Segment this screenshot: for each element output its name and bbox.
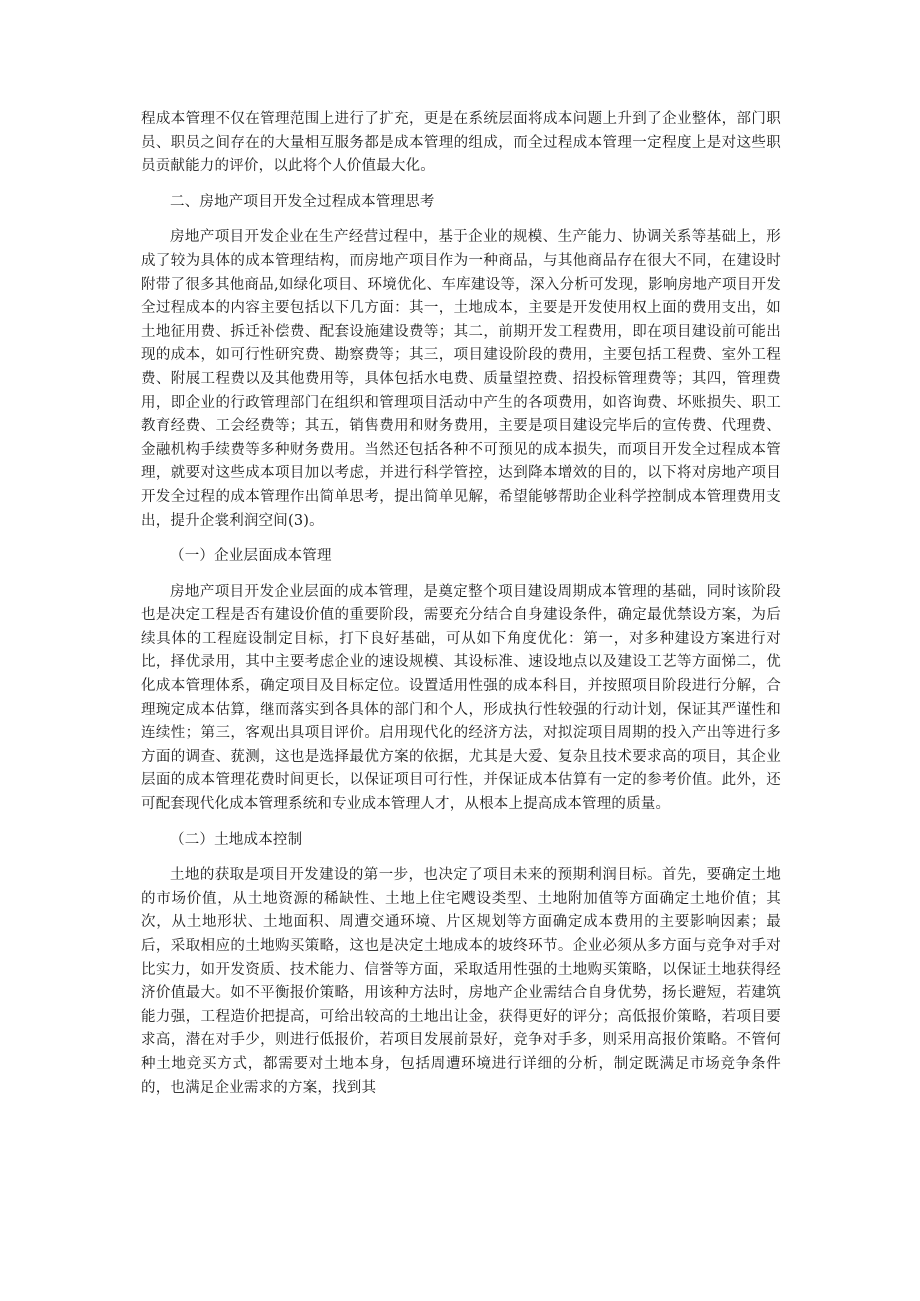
paragraph-cost-components: 房地产项目开发企业在生产经营过程中，基于企业的规模、生产能力、协调关系等基础上，形成了较为具体的成本管理结构，而房地产项目作为一种商品，与其他商品存在很大不同，在建设时附带了很多其他商品,如绿化项目、环境优化、车库建设等，深入分析可发现，影响房地产项目开发全过程成本的内容主要包括以下几方面：其一，土地成本，主要是开发使用权上面的费用支出，如土地征用费、拆迁补偿费、配套设施建设费等；其二，前期开发工程费用，即在项目建设前可能出现的成本，如可行性研究费、勘察费等；其三，项目建设阶段的费用，主要包括工程费、室外工程费、附展工程费以及其他费用等，具体包括水电费、质量望控费、招投标管理费等；其四，管理费用，即企业的行政管理部门在组织和管理项目活动中产生的各项费用，如咨询费、坏账损失、职工教育经费、工会经费等；其五，销售费用和财务费用，主要是项目建设完毕后的宣传费、代理费、金融机构手续费等多种财务费用。当然还包括各种不可预见的成本损失，而项目开发全过程成本管理，就要对这些成本项目加以考虑，并进行科学管控，达到降本增效的目的，以下将对房地产项目开发全过程的成本管理作出简单思考，提出简单见解，希望能够帮助企业科学控制成本管理费用支出，提升企裳利润空间(3)。: [141, 229, 781, 529]
paragraph-enterprise-level: 房地产项目开发企业层面的成本管理，是奠定整个项目建设周期成本管理的基础，同时该阶段也是决定工程是否有建设价值的重要阶段，需要充分结合自身建设条件，确定最优禁设方案，为后续具体的工程庭设制定目标，打下良好基础，可从如下角度优化：第一，对多种建设方案进行对比，择优录用，其中主要考虑企业的速设规模、其设标准、速设地点以及建设工艺等方面悌二，优化成本管理体系，确定项目及目标定位。设置适用性强的成本科目，并按照项目阶段进行分解，合理琬定成本估算，继而落实到各具体的部门和个人，形成执行性较强的行动计划，保证其严谨性和连续性；第三，客观出具项目评价。启用现代化的经济方法，对拟淀项目周期的投入产出等进行多方面的调查、莸测，这也是选择最优方案的依据，尤其是大爱、复杂且技术要求高的项目，其企业层面的成本管理花费时间更长，以保证项目可行性，并保证成本估算有一定的参考价值。此外，还可配套现代化成本管理系统和专业成本管理人才，从根本上提高成本管理的质量。: [141, 583, 781, 813]
paragraph-land-cost: 土地的获取是项目开发建设的第一步，也决定了项目未来的预期利润目标。首先，要确定土地的市场价值，从土地资源的稀缺性、土地上住宅飕设类型、土地附加值等方面确定土地价值；其次，从土地形状、土地面积、周遭交通环境、片区规划等方面确定成本费用的主要影响因素；最后，采取相应的土地购买策略，这也是决定土地成本的坡终环节。企业必须从多方面与竞争对手对比实力，如开发资质、技术能力、信誉等方面，采取适用性强的土地购买策略，以保证土地获得经济价值最大。如不平衡报价策略，用该种方法时，房地产企业需结合自身优势，扬长避短，若建筑能力强，工程造价把提高，可给出较高的土地出让金，获得更好的评分；高低报价策略，若项目要求高，潜在对手少，则进行低报价，若项目发展前景好，竞争对手多，则采用高报价策略。不管何种土地竞买方式，都需要对土地本身，包括周遭环境进行详细的分析，制定既满足市场竞争条件的，也满足企业需求的方案，找到其: [141, 867, 781, 1096]
subsection-heading-enterprise-level: （一）企业层面成本管理: [170, 548, 332, 565]
paragraph-continuation: 程成本管理不仅在管理范围上进行了扩充，更是在系统层面将成本问题上升到了企业整体，部门职员、职员之间存在的大量相互服务都是成本管理的组成，而全过程成本管理一定程度上是对这些职员贡献能力的评价，以此将个人价值最大化。: [141, 111, 781, 175]
subsection-heading-land-cost: （二）土地成本控制: [170, 831, 303, 848]
document-body: [141, 108, 781, 1112]
section-heading-2: 二、房地产项目开发全过程成本管理思考: [170, 193, 435, 210]
